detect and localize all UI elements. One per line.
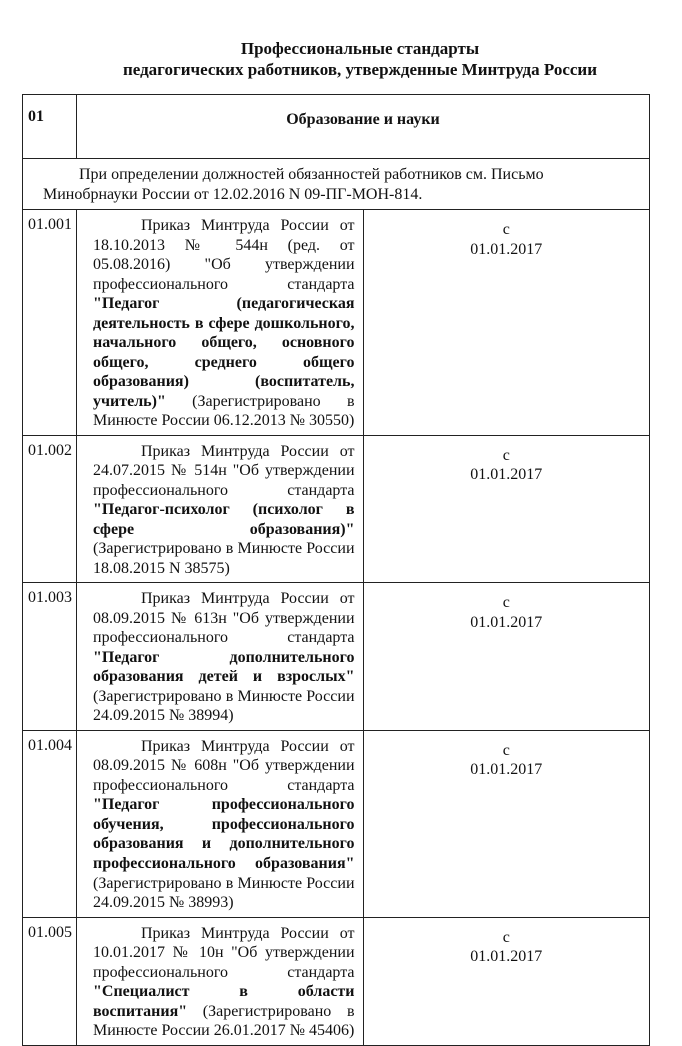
row-effective-date: с 01.01.2017	[363, 210, 650, 436]
row-description: Приказ Минтруда России от 08.09.2015 № 608н "Об утверждении профессионального стандарта "Педагог профессионального обучения, профессионального образования и дополнительного профессионального образования" (Зарегистрировано в Минюсте России 24.09.2015 № 38993)	[77, 730, 364, 917]
row-effective-date: с 01.01.2017	[363, 583, 650, 731]
row-effective-date: с 01.01.2017	[363, 435, 650, 583]
table-row	[23, 917, 650, 1045]
header-title: Образование и науки	[77, 95, 650, 159]
table-row	[23, 435, 650, 583]
standard-name: "Педагог-психолог (психолог в сфере образования)"	[93, 501, 355, 538]
standard-name: "Педагог (педагогическая деятельность в сфере дошкольного, начального общего, основного общего, среднего общего образования) (воспитатель, учитель)"	[93, 295, 355, 410]
row-code: 01.005	[23, 917, 77, 1045]
document-title	[60, 38, 660, 81]
table-row	[23, 730, 650, 917]
row-code: 01.004	[23, 730, 77, 917]
table-note-row	[23, 159, 650, 210]
table-header-row	[23, 95, 650, 159]
standards-table	[22, 94, 650, 1046]
standard-name: "Специалист в области воспитания"	[93, 983, 355, 1020]
title-line-2: педагогических работников, утвержденные Минтруда России	[122, 60, 598, 80]
row-effective-date: с 01.01.2017	[363, 917, 650, 1045]
title-line-1: Профессиональные стандарты	[240, 39, 480, 58]
standard-name: "Педагог профессионального обучения, профессионального образования и дополнительного профессионального образования"	[93, 796, 355, 872]
row-code: 01.003	[23, 583, 77, 731]
table-note: При определении должностей обязанностей работников см. Письмо Минобрнауки России от 12.02.2016 N 09-ПГ-МОН-814.	[23, 159, 650, 210]
table-row	[23, 583, 650, 731]
table-row	[23, 210, 650, 436]
row-description: Приказ Минтруда России от 08.09.2015 № 613н "Об утверждении профессионального стандарта "Педагог дополнительного образования детей и взрослых" (Зарегистрировано в Минюсте России 24.09.2015 № 38994)	[77, 583, 364, 731]
row-description: Приказ Минтруда России от 18.10.2013 № 544н (ред. от 05.08.2016) "Об утверждении профессионального стандарта "Педагог (педагогическая деятельность в сфере дошкольного, начального общего, основного общего, среднего общего образования) (воспитатель, учитель)" (Зарегистрировано в Минюсте России 06.12.2013 № 30550)	[77, 210, 364, 436]
row-code: 01.002	[23, 435, 77, 583]
standard-name: "Педагог дополнительного образования детей и взрослых"	[93, 648, 355, 686]
row-description: Приказ Минтруда России от 24.07.2015 № 514н "Об утверждении профессионального стандарта "Педагог-психолог (психолог в сфере образования)" (Зарегистрировано в Минюсте России 18.08.2015 N 38575)	[77, 435, 364, 583]
row-code: 01.001	[23, 210, 77, 436]
header-code: 01	[23, 95, 77, 159]
row-description: Приказ Минтруда России от 10.01.2017 № 10н "Об утверждении профессионального стандарта "Специалист в области воспитания" (Зарегистрировано в Минюсте России 26.01.2017 № 45406)	[77, 917, 364, 1045]
row-effective-date: с 01.01.2017	[363, 730, 650, 917]
